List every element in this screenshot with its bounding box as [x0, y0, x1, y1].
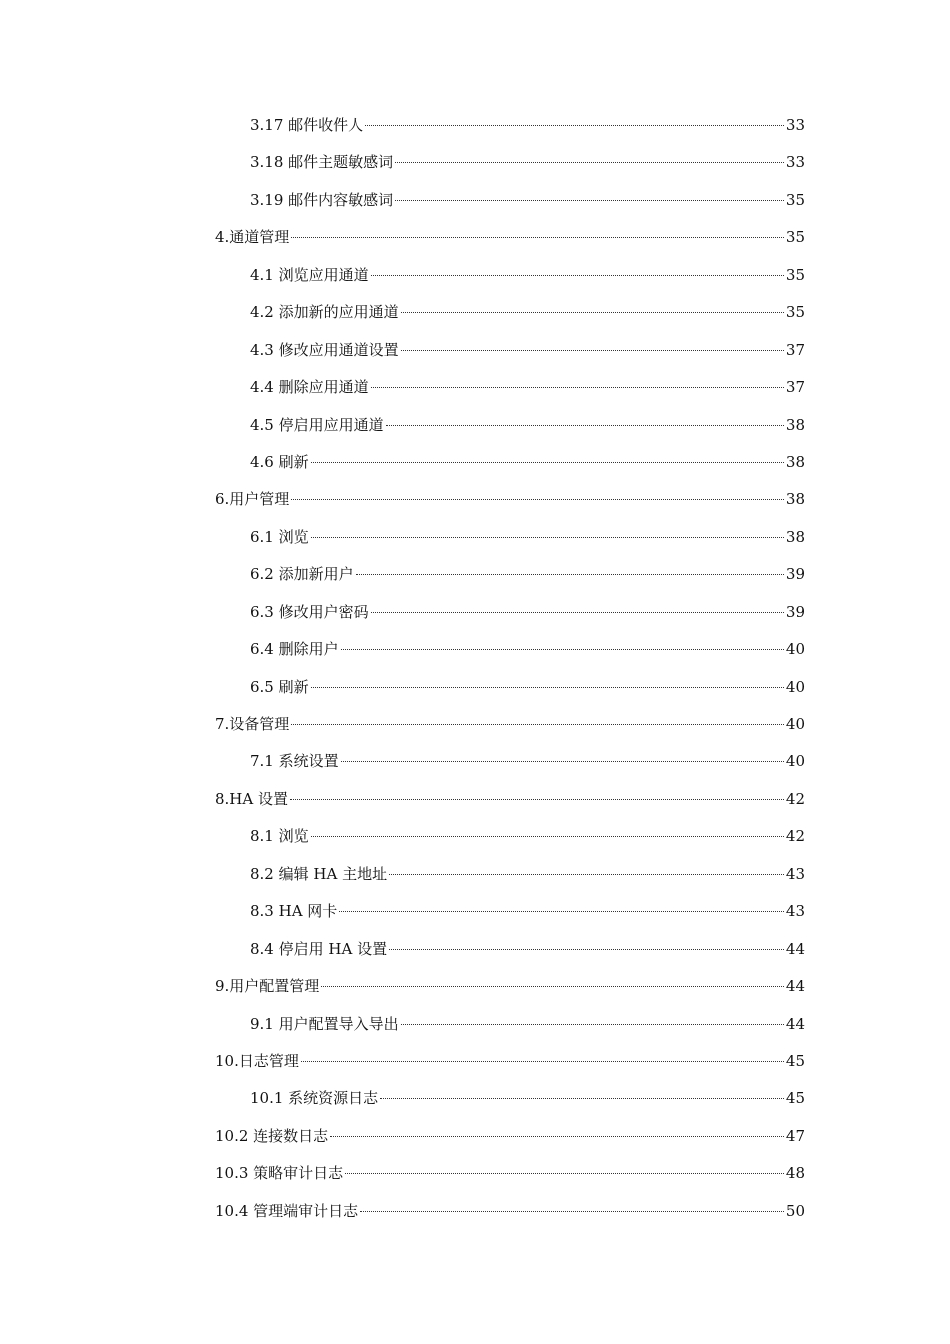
toc-dot-leader	[301, 1061, 784, 1062]
toc-entry-title: 3.17 邮件收件人	[250, 116, 364, 134]
toc-entry-page-number: 43	[785, 864, 805, 883]
toc-entry-page-number: 33	[785, 116, 805, 134]
toc-entry-title: 8.HA 设置	[215, 789, 288, 808]
toc-entry[interactable]	[0, 1006, 950, 1043]
toc-dot-leader	[339, 911, 784, 912]
toc-entry-title: 6.5 刷新	[250, 677, 309, 696]
toc-entry-page-number: 40	[785, 752, 805, 771]
toc-entry-title: 8.2 编辑 HA 主地址	[250, 864, 388, 883]
toc-entry-page-number: 38	[785, 527, 805, 546]
toc-dot-leader	[311, 537, 784, 538]
toc-entry-title: 8.4 停启用 HA 设置	[250, 939, 388, 958]
toc-entry-title: 8.3 HA 网卡	[250, 902, 338, 921]
toc-entry-title: 10.1 系统资源日志	[250, 1089, 379, 1108]
toc-entry[interactable]	[0, 1080, 950, 1117]
toc-dot-leader	[291, 499, 784, 500]
toc-entry[interactable]	[0, 968, 950, 1005]
toc-entry-title: 3.19 邮件内容敏感词	[250, 190, 394, 209]
toc-entry[interactable]	[0, 332, 950, 369]
toc-entry-page-number: 35	[785, 265, 805, 284]
toc-entry-title: 4.2 添加新的应用通道	[250, 303, 399, 322]
toc-dot-leader	[371, 275, 784, 276]
toc-entry[interactable]	[0, 294, 950, 331]
toc-entry-title: 10.4 管理端审计日志	[215, 1201, 359, 1220]
toc-entry-title: 8.1 浏览	[250, 827, 309, 846]
toc-entry[interactable]	[0, 594, 950, 631]
toc-entry-title: 4.通道管理	[215, 228, 290, 247]
table-of-contents	[0, 107, 950, 1230]
toc-dot-leader	[395, 200, 784, 201]
toc-entry-page-number: 35	[785, 228, 805, 247]
toc-entry[interactable]	[0, 743, 950, 780]
toc-dot-leader	[345, 1173, 784, 1174]
toc-entry-title: 9.用户配置管理	[215, 977, 320, 996]
toc-dot-leader	[321, 986, 784, 987]
toc-entry-page-number: 35	[785, 303, 805, 322]
toc-dot-leader	[360, 1211, 784, 1212]
toc-entry-title: 10.日志管理	[215, 1051, 299, 1070]
toc-entry-title: 7.1 系统设置	[250, 752, 339, 771]
toc-entry[interactable]	[0, 182, 950, 219]
toc-entry[interactable]	[0, 669, 950, 706]
toc-entry[interactable]	[0, 107, 950, 144]
toc-dot-leader	[395, 162, 784, 163]
toc-entry[interactable]	[0, 893, 950, 930]
toc-dot-leader	[311, 687, 784, 688]
toc-dot-leader	[291, 724, 784, 725]
toc-entry[interactable]	[0, 706, 950, 743]
toc-entry-page-number: 45	[785, 1089, 805, 1108]
toc-entry-page-number: 33	[785, 153, 805, 172]
toc-entry-title: 4.1 浏览应用通道	[250, 265, 369, 284]
toc-entry-page-number: 44	[785, 977, 805, 996]
toc-entry-title: 10.2 连接数日志	[215, 1126, 329, 1145]
toc-entry-title: 7.设备管理	[215, 715, 290, 733]
toc-entry-title: 9.1 用户配置导入导出	[250, 1014, 399, 1033]
toc-entry-page-number: 40	[785, 715, 805, 733]
toc-entry[interactable]	[0, 556, 950, 593]
toc-entry[interactable]	[0, 856, 950, 893]
toc-entry-page-number: 44	[785, 1014, 805, 1033]
toc-entry[interactable]	[0, 1193, 950, 1230]
toc-entry-page-number: 37	[785, 378, 805, 397]
toc-entry-title: 4.4 删除应用通道	[250, 378, 369, 397]
toc-entry-page-number: 43	[785, 902, 805, 921]
toc-entry-page-number: 47	[785, 1126, 805, 1145]
toc-dot-leader	[311, 836, 784, 837]
toc-entry[interactable]	[0, 818, 950, 855]
toc-dot-leader	[371, 387, 784, 388]
toc-entry-page-number: 40	[785, 640, 805, 659]
toc-dot-leader	[356, 574, 784, 575]
toc-entry[interactable]	[0, 931, 950, 968]
toc-entry-title: 6.1 浏览	[250, 527, 309, 546]
toc-entry[interactable]	[0, 219, 950, 256]
toc-entry-page-number: 39	[785, 565, 805, 584]
toc-entry-title: 4.5 停启用应用通道	[250, 415, 384, 434]
toc-entry-page-number: 38	[785, 452, 805, 471]
toc-entry[interactable]	[0, 407, 950, 444]
toc-entry-page-number: 50	[785, 1201, 805, 1220]
toc-dot-leader	[311, 462, 784, 463]
toc-entry[interactable]	[0, 444, 950, 481]
toc-entry[interactable]	[0, 369, 950, 406]
toc-entry-page-number: 44	[785, 939, 805, 958]
toc-entry[interactable]	[0, 144, 950, 181]
toc-entry-page-number: 40	[785, 677, 805, 696]
toc-dot-leader	[389, 949, 784, 950]
toc-entry-title: 3.18 邮件主题敏感词	[250, 153, 394, 172]
toc-entry-page-number: 37	[785, 340, 805, 359]
toc-entry-page-number: 48	[785, 1164, 805, 1183]
toc-dot-leader	[291, 237, 784, 238]
toc-dot-leader	[386, 425, 784, 426]
toc-dot-leader	[380, 1098, 784, 1099]
toc-dot-leader	[371, 612, 784, 613]
toc-entry[interactable]	[0, 631, 950, 668]
toc-entry-title: 6.3 修改用户密码	[250, 602, 369, 621]
toc-dot-leader	[389, 874, 784, 875]
toc-entry[interactable]	[0, 1043, 950, 1080]
toc-dot-leader	[290, 799, 784, 800]
toc-dot-leader	[330, 1136, 784, 1137]
toc-entry-page-number: 35	[785, 190, 805, 209]
toc-dot-leader	[365, 125, 784, 126]
toc-entry-page-number: 38	[785, 415, 805, 434]
toc-entry-title: 4.6 刷新	[250, 452, 309, 471]
toc-dot-leader	[341, 761, 784, 762]
toc-entry[interactable]	[0, 257, 950, 294]
toc-entry-title: 10.3 策略审计日志	[215, 1164, 344, 1183]
toc-entry-title: 6.4 删除用户	[250, 640, 339, 659]
toc-entry[interactable]	[0, 781, 950, 818]
toc-entry[interactable]	[0, 481, 950, 518]
toc-dot-leader	[401, 312, 784, 313]
toc-entry-page-number: 39	[785, 602, 805, 621]
toc-entry-page-number: 42	[785, 827, 805, 846]
toc-entry-title: 4.3 修改应用通道设置	[250, 340, 399, 359]
toc-entry[interactable]	[0, 519, 950, 556]
toc-entry-title: 6.用户管理	[215, 490, 290, 509]
toc-entry[interactable]	[0, 1118, 950, 1155]
toc-entry[interactable]	[0, 1155, 950, 1192]
toc-entry-title: 6.2 添加新用户	[250, 565, 354, 584]
toc-entry-page-number: 45	[785, 1051, 805, 1070]
toc-dot-leader	[401, 1024, 784, 1025]
toc-dot-leader	[341, 649, 784, 650]
toc-entry-page-number: 42	[785, 789, 805, 808]
toc-entry-page-number: 38	[785, 490, 805, 509]
toc-dot-leader	[401, 350, 784, 351]
